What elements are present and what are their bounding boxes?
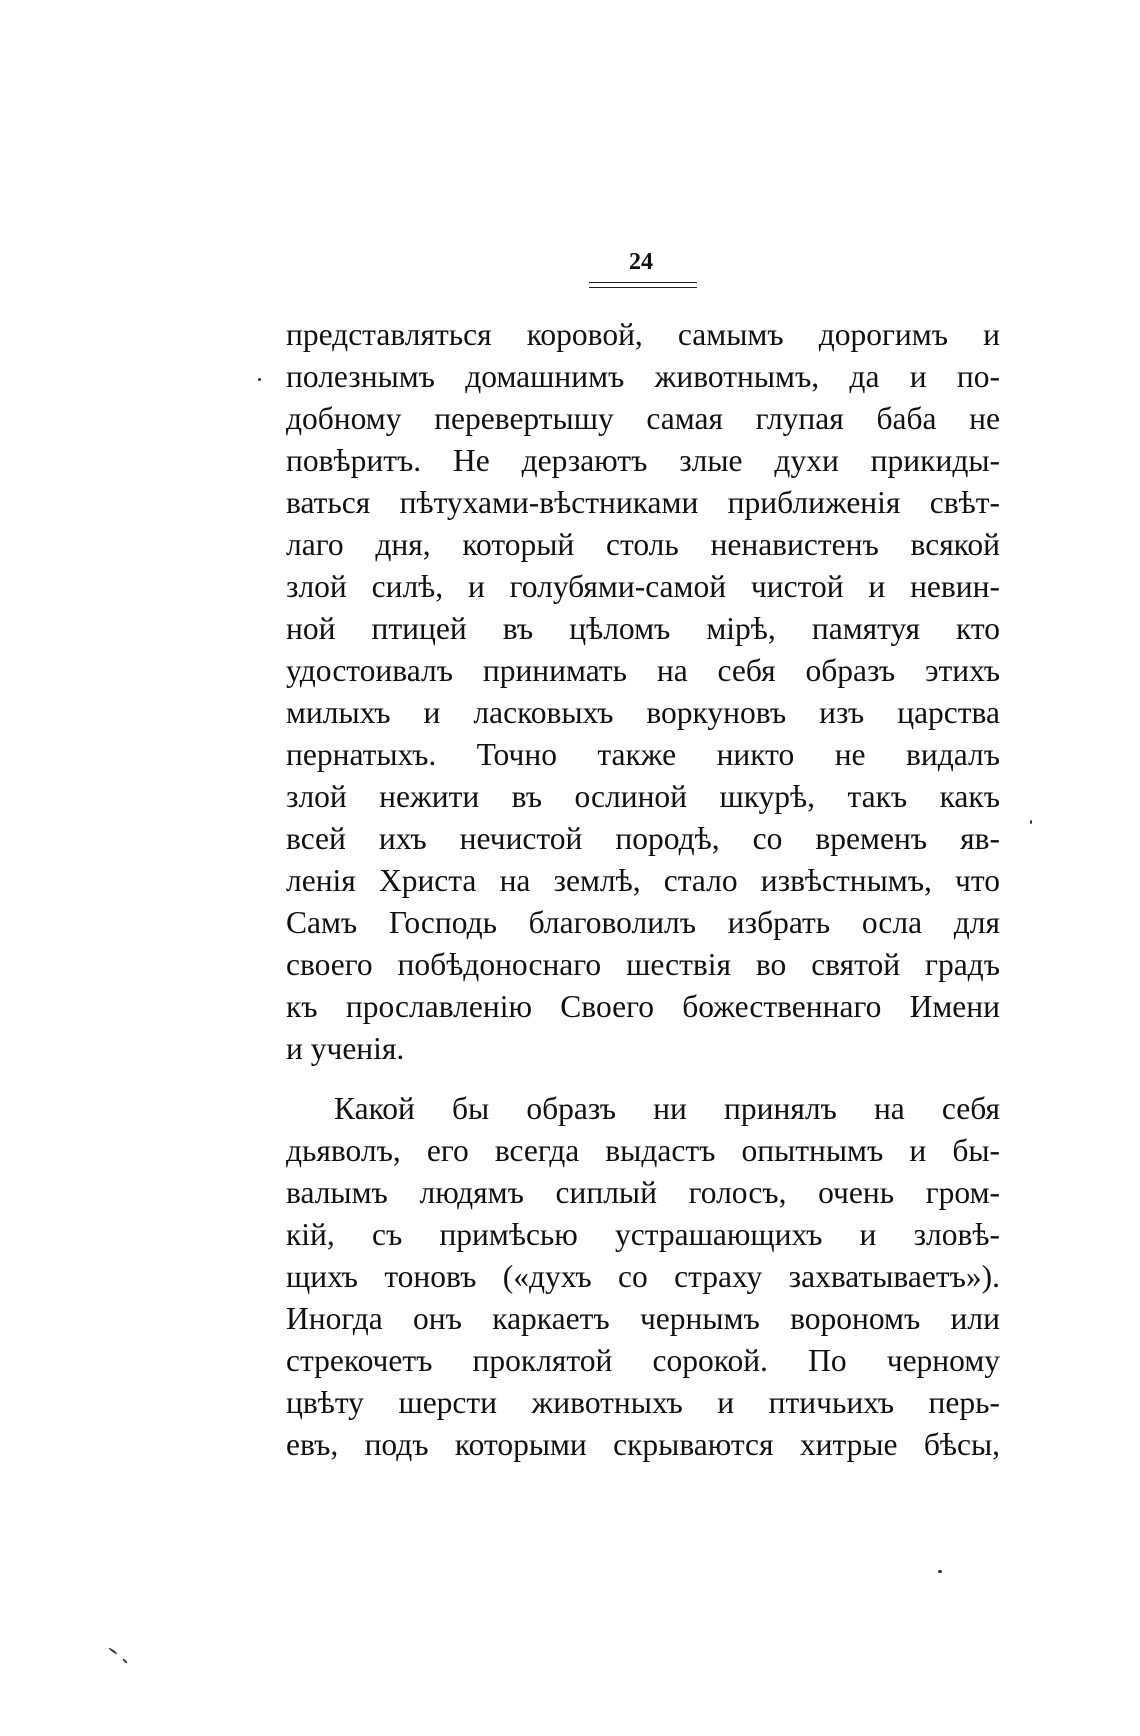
text-line: щихъ тоновъ («духъ со страху захватываетъ»). [286,1259,1000,1294]
text-line: ной птицей въ цѣломъ мірѣ, памятуя кто [286,611,1000,646]
text-line: валымъ людямъ сиплый голосъ, очень гром- [286,1175,1000,1210]
text-line: добному перевертышу самая глупая баба не [286,401,1000,436]
paragraph-1 [286,314,1000,1070]
scan-speck [1030,820,1032,824]
text-line: Какой бы образъ ни принялъ на себя [334,1091,1000,1126]
text-line: Иногда онъ каркаетъ чернымъ ворономъ или [286,1301,1000,1336]
text-line: злой нежити въ ослиной шкурѣ, такъ какъ [286,779,1000,814]
text-line: милыхъ и ласковыхъ воркуновъ изъ царства [286,695,1000,730]
text-line: евъ, подъ которыми скрываются хитрые бѣсы, [286,1427,1000,1462]
text-line: ленія Христа на землѣ, стало извѣстнымъ, что [286,863,1000,898]
page-text [286,314,1000,1466]
text-line: къ прославленію Своего божественнаго Имени [286,989,1000,1024]
paragraph-gap [286,1070,1000,1088]
text-line: повѣритъ. Не дерзаютъ злые духи прикиды- [286,443,1000,478]
text-line: лаго дня, который столь ненавистенъ всякой [286,527,1000,562]
page-number: 24 [629,249,653,275]
text-line: и ученія. [286,1031,405,1066]
text-line: своего побѣдоноснаго шествія во святой градъ [286,947,1000,982]
text-line: дьяволъ, его всегда выдастъ опытнымъ и бы- [286,1133,1000,1168]
page-number-rule [589,282,697,288]
scan-speck [258,378,261,381]
text-line: Самъ Господь благоволилъ избрать осла для [286,905,1000,940]
text-line: злой силѣ, и голубями-самой чистой и невин- [286,569,1000,604]
text-line: стрекочетъ проклятой сорокой. По черному [286,1343,1000,1378]
text-line: ваться пѣтухами-вѣстниками приближенія свѣт- [286,485,1000,520]
text-line: цвѣту шерсти животныхъ и птичьихъ перь- [286,1385,1000,1420]
text-line: пернатыхъ. Точно также никто не видалъ [286,737,1000,772]
text-line: удостоивалъ принимать на себя образъ этихъ [286,653,1000,688]
scan-speck [108,1647,117,1654]
text-line: представляться коровой, самымъ дорогимъ и [286,317,1000,352]
scan-speck [938,1570,942,1573]
text-line: полезнымъ домашнимъ животнымъ, да и по- [286,359,1000,394]
text-line: кій, съ примѣсью устрашающихъ и зловѣ- [286,1217,1000,1252]
text-line: всей ихъ нечистой породѣ, со временъ яв- [286,821,1000,856]
scan-speck [122,1658,128,1664]
paragraph-2 [286,1088,1000,1466]
